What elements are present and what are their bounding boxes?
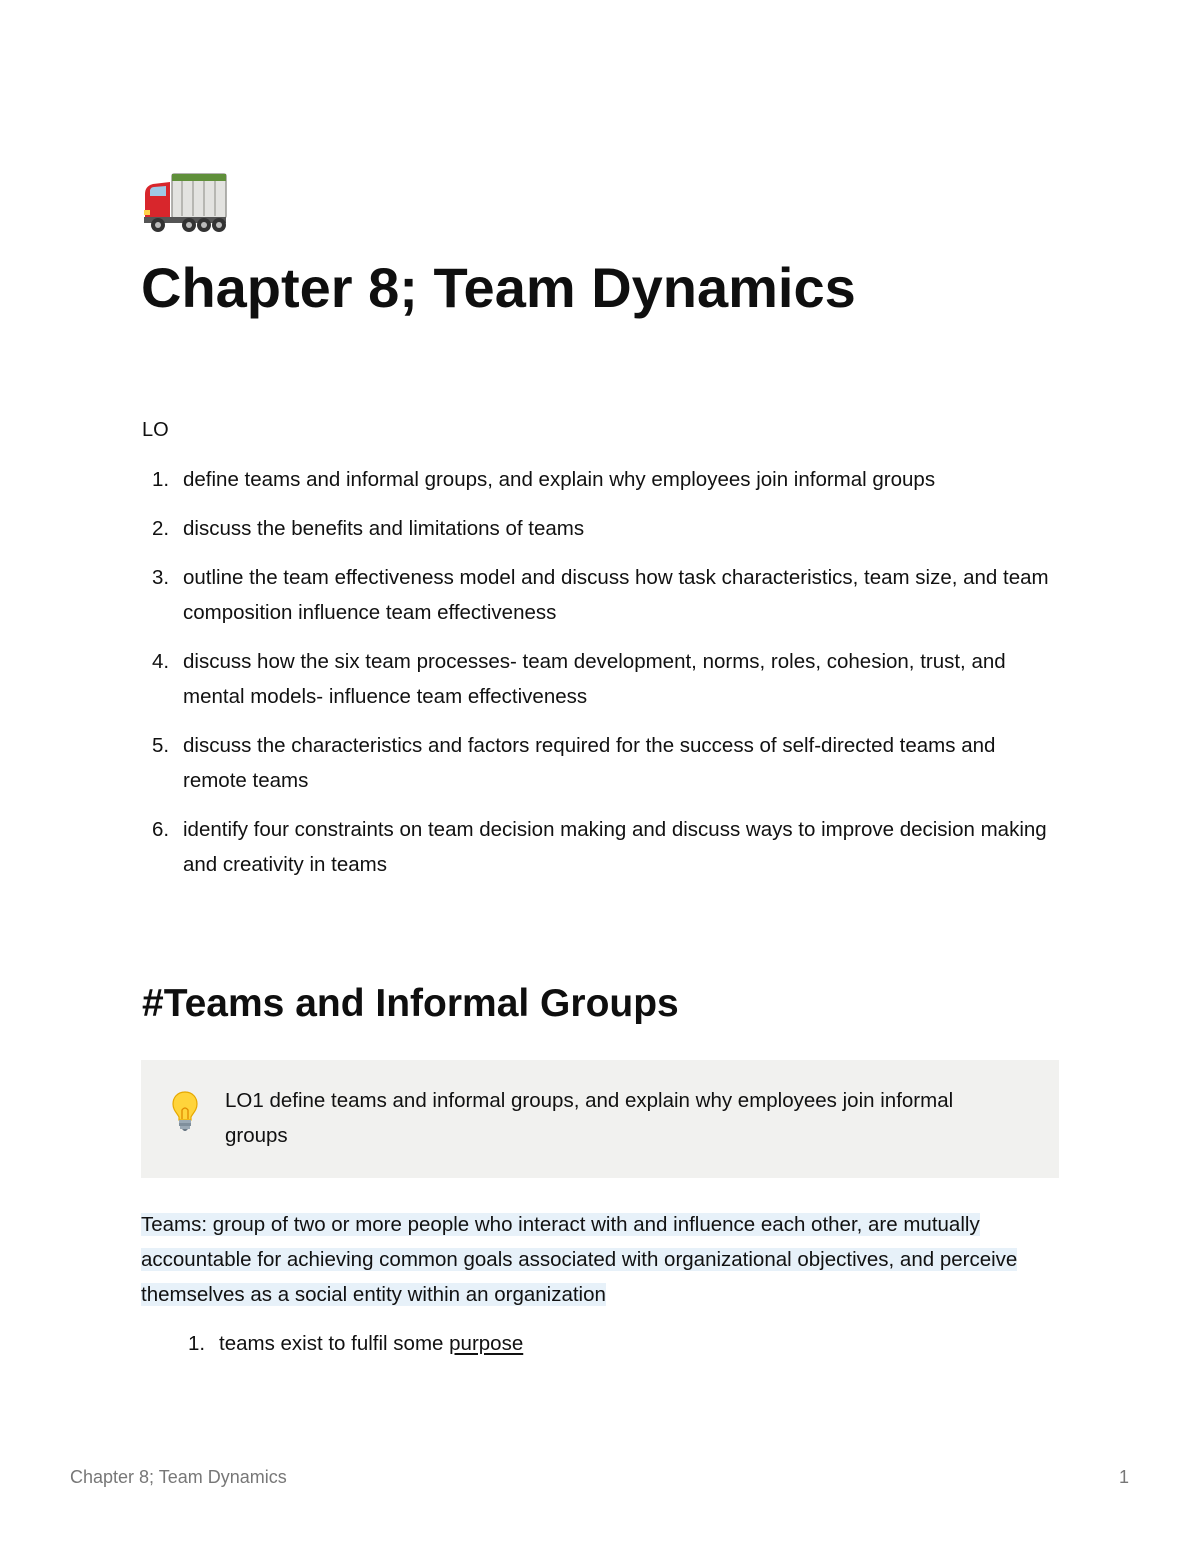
list-item	[142, 812, 1062, 882]
list-item-text: discuss the benefits and limitations of teams	[183, 517, 585, 540]
list-item-text: discuss how the six team processes- team development, norms, roles, cohesion, trust, and mental models- influence team effectiveness	[183, 650, 1006, 708]
page-title: Chapter 8; Team Dynamics	[141, 256, 856, 319]
list-item-number: 1.	[152, 468, 170, 491]
page-number: 1	[1119, 1467, 1130, 1487]
list-item-text: identify four constraints on team decision making and discuss ways to improve decision making and creativity in teams	[183, 818, 1047, 876]
list-item	[142, 728, 1062, 798]
callout	[141, 1060, 1059, 1178]
lightbulb-icon	[171, 1090, 199, 1132]
list-item-text: outline the team effectiveness model and discuss how task characteristics, team size, and team composition influence team effectiveness	[183, 566, 1049, 624]
list-item-number: 5.	[152, 734, 170, 757]
section-heading: #Teams and Informal Groups	[142, 982, 679, 1025]
highlighted-text: Teams: group of two or more people who interact with and influence each other, are mutually accountable for achieving common goals associated with organizational objectives, and perceive themselves as a social entity within an organization	[141, 1213, 1018, 1306]
lo-label: LO	[142, 419, 169, 441]
list-item-number: 2.	[152, 517, 170, 540]
list-item	[142, 560, 1062, 630]
list-item	[142, 644, 1062, 714]
underlined-text: purpose	[449, 1332, 524, 1355]
list-item-number: 4.	[152, 650, 170, 673]
list-item-number: 6.	[152, 818, 170, 841]
definition-paragraph	[141, 1207, 1041, 1312]
list-item	[142, 511, 1062, 546]
list-item-text: define teams and informal groups, and explain why employees join informal groups	[183, 468, 936, 491]
list-item-number: 3.	[152, 566, 170, 589]
list-item-text: discuss the characteristics and factors required for the success of self-directed teams and remote teams	[183, 734, 996, 792]
team-characteristics-list	[178, 1326, 523, 1361]
footer-title: Chapter 8; Team Dynamics	[70, 1467, 287, 1487]
learning-objectives-list	[142, 462, 1062, 896]
list-item	[178, 1326, 523, 1361]
callout-text: LO1 define teams and informal groups, and explain why employees join informal groups	[225, 1089, 954, 1147]
list-item	[142, 462, 1062, 497]
delivery-truck-icon	[142, 172, 228, 234]
list-item-text: teams exist to fulfil some	[219, 1332, 450, 1355]
list-item-number: 1.	[188, 1332, 206, 1355]
